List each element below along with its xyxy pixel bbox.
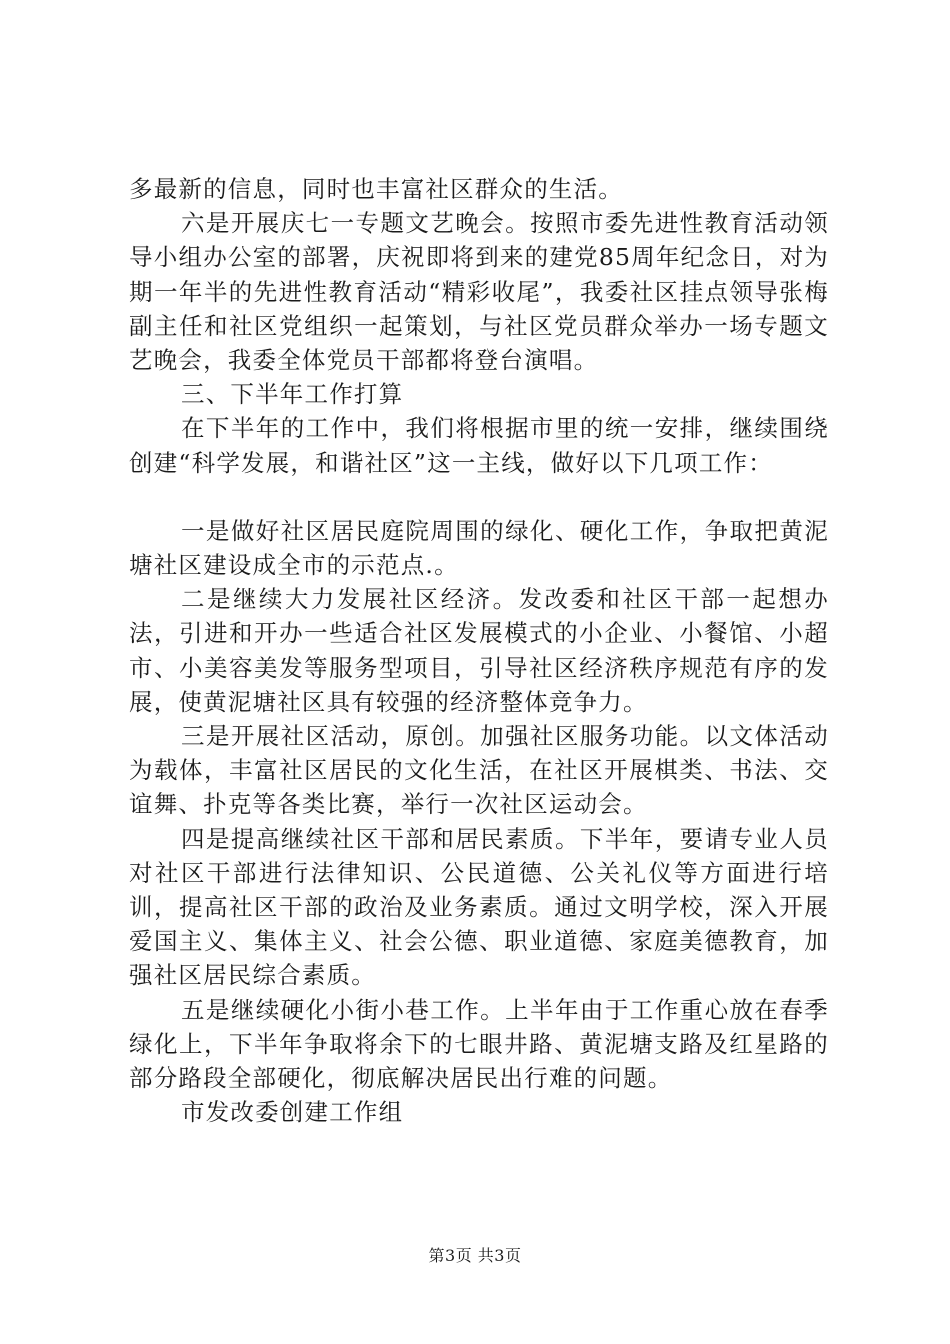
document-body — [129, 172, 829, 1129]
signature-line: 市发改委创建工作组 — [181, 1098, 404, 1127]
paragraph-continuation: 多最新的信息，同时也丰富社区群众的生活。 — [129, 175, 623, 203]
paragraph-item-one: 一是做好社区居民庭院周围的绿化、硬化工作，争取把黄泥塘社区建设成全市的示范点.。 — [129, 516, 829, 580]
paragraph-intro: 在下半年的工作中，我们将根据市里的统一安排，继续围绕创建“科学发展，和谐社区”这一主线，做好以下几项工作： — [129, 414, 829, 477]
paragraph-item-three: 三是开展社区活动，原创。加强社区服务功能。以文体活动为载体，丰富社区居民的文化生活，在社区开展棋类、书法、交谊舞、扑克等各类比赛，举行一次社区运动会。 — [129, 722, 829, 819]
paragraph-item-six: 六是开展庆七一专题文艺晚会。按照市委先进性教育活动领导小组办公室的部署，庆祝即将到来的建党85周年纪念日，对为期一年半的先进性教育活动“精彩收尾”，我委社区挂点领导张梅副主任和社区党组织一起策划，与社区党员群众举办一场专题文艺晚会，我委全体党员干部都将登台演唱。 — [129, 209, 829, 375]
section-heading: 三、下半年工作打算 — [181, 380, 404, 409]
paragraph-item-five: 五是继续硬化小街小巷工作。上半年由于工作重心放在春季绿化上，下半年争取将余下的七眼井路、黄泥塘支路及红星路的部分路段全部硬化，彻底解决居民出行难的问题。 — [129, 995, 829, 1093]
paragraph-item-two: 二是继续大力发展社区经济。发改委和社区干部一起想办法，引进和开办一些适合社区发展模式的小企业、小餐馆、小超市、小美容美发等服务型项目，引导社区经济秩序规范有序的发展，使黄泥塘社区具有较强的经济整体竞争力。 — [129, 585, 829, 716]
page-footer: 第3页 共3页 — [428, 1246, 522, 1265]
paragraph-item-four: 四是提高继续社区干部和居民素质。下半年，要请专业人员对社区干部进行法律知识、公民道德、公关礼仪等方面进行培训，提高社区干部的政治及业务素质。通过文明学校，深入开展爱国主义、集体主义、社会公德、职业道德、家庭美德教育，加强社区居民综合素质。 — [129, 824, 829, 990]
